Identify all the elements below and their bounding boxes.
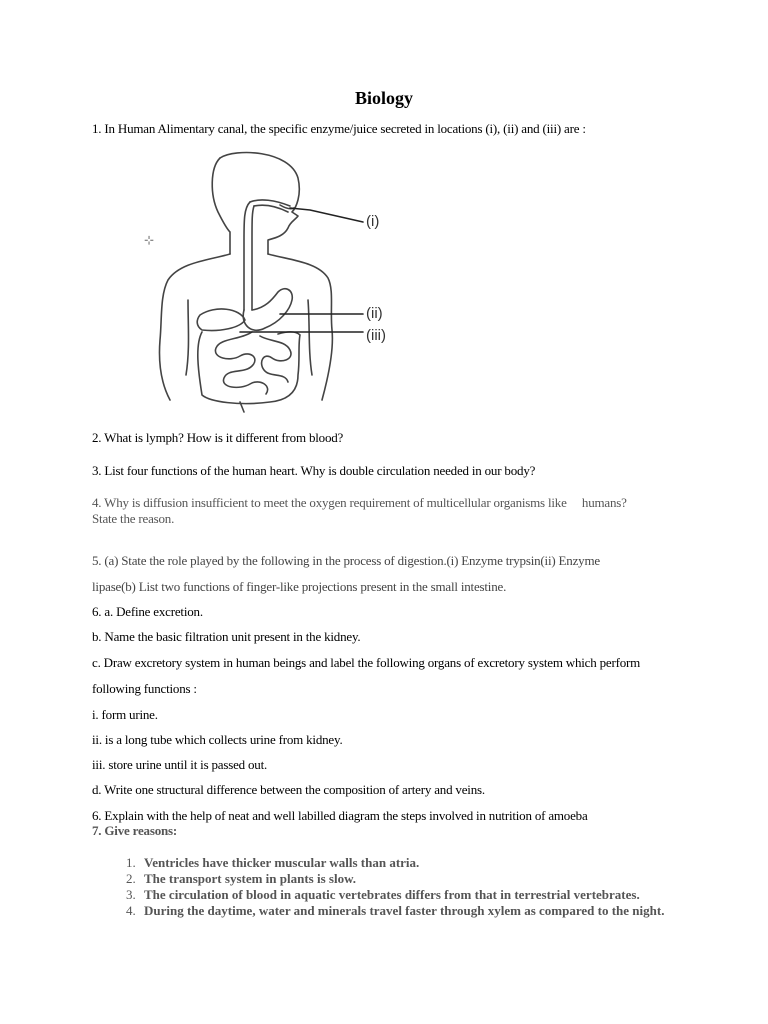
alimentary-canal-diagram	[140, 150, 410, 415]
question-6c-line-2: following functions :	[92, 681, 197, 696]
liver	[197, 309, 245, 331]
pointer-line-i	[290, 208, 363, 222]
list-item: 1. Ventricles have thicker muscular walls than atria.	[139, 855, 699, 871]
body-left	[159, 254, 230, 400]
arm-right	[308, 300, 312, 375]
question-6c-ii: ii. is a long tube which collects urine from kidney.	[92, 732, 343, 747]
question-6-amoeba: 6. Explain with the help of neat and well labilled diagram the steps involved in nutrition of amoeba	[92, 808, 588, 823]
question-6c-line-1: c. Draw excretory system in human beings and label the following organs of excretory system which perform	[92, 655, 641, 670]
question-4-line-1: 4. Why is diffusion insufficient to meet the oxygen requirement of multicellular organisms like humans?	[92, 495, 627, 510]
question-6c-iii: iii. store urine until it is passed out.	[92, 757, 268, 772]
arm-left	[186, 300, 189, 375]
question-3: 3. List four functions of the human heart. Why is double circulation needed in our body?	[92, 463, 536, 478]
question-6a: 6. a. Define excretion.	[92, 604, 203, 619]
question-7-heading: 7. Give reasons:	[92, 823, 178, 838]
question-6b: b. Name the basic filtration unit present in the kidney.	[92, 629, 361, 644]
body-right	[268, 254, 332, 400]
question-6c-i: i. form urine.	[92, 707, 158, 722]
question-2: 2. What is lymph? How is it different from blood?	[92, 430, 344, 445]
oesophagus-right	[252, 206, 254, 310]
label-iii: (iii)	[366, 327, 386, 344]
head-back	[212, 158, 230, 254]
label-ii: (ii)	[366, 305, 383, 322]
page-title: Biology	[354, 88, 413, 108]
question-4-line-2: State the reason.	[92, 511, 175, 526]
question-6d: d. Write one structural difference between the composition of artery and veins.	[92, 782, 485, 797]
question-1: 1. In Human Alimentary canal, the specific enzyme/juice secreted in locations (i), (ii) and (iii) are :	[92, 121, 586, 136]
oesophagus-left	[244, 202, 250, 310]
list-item: 2. The transport system in plants is slow.	[139, 871, 699, 887]
cursor-crosshair-icon: ⊹	[144, 233, 155, 247]
reasons-list	[92, 855, 699, 919]
stomach	[243, 289, 292, 331]
question-5-line-1: 5. (a) State the role played by the following in the process of digestion.(i) Enzyme trypsin(ii) Enzyme	[92, 553, 600, 568]
list-item: 4. During the daytime, water and minerals travel faster through xylem as compared to the night.	[139, 903, 699, 919]
list-item: 3. The circulation of blood in aquatic vertebrates differs from that in terrestrial vertebrates.	[139, 887, 699, 903]
small-intestine	[215, 332, 291, 394]
head-outline	[220, 153, 299, 254]
label-i: (i)	[366, 213, 380, 230]
question-5-line-2: lipase(b) List two functions of finger-like projections present in the small intestine.	[92, 579, 507, 594]
